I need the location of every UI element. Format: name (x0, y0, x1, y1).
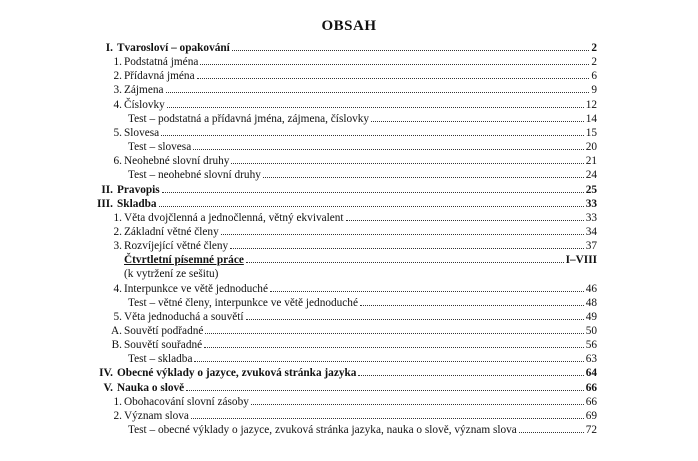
toc-page-number: 64 (585, 367, 597, 380)
dot-leader (360, 305, 584, 306)
toc-row (0, 112, 698, 126)
toc-label: Význam slova (124, 409, 189, 422)
toc-label: Neohebné slovní druhy (124, 155, 230, 168)
toc-label: Test – slovesa (128, 141, 192, 154)
dot-leader (230, 248, 584, 249)
dot-leader (193, 149, 583, 150)
dot-leader (231, 163, 583, 164)
toc-row (0, 239, 698, 253)
toc-number: 1. (113, 395, 122, 408)
toc-page-number: 46 (585, 282, 597, 295)
toc-page-number: 9 (591, 84, 597, 97)
toc-number: 5. (113, 126, 122, 139)
dot-leader (246, 262, 564, 263)
toc-label: Obecné výklady o jazyce, zvuková stránka jazyka (117, 367, 357, 380)
toc-row (0, 168, 698, 182)
toc-row (0, 395, 698, 409)
dot-leader (519, 432, 584, 433)
toc-number: B. (111, 339, 122, 352)
toc-row (0, 253, 698, 267)
toc-number: 6. (113, 155, 122, 168)
dot-leader (194, 361, 583, 362)
dot-leader (346, 220, 584, 221)
toc-page-number: 2 (591, 42, 597, 54)
toc-page-number: 69 (585, 409, 597, 422)
toc-page-number: 12 (585, 98, 597, 111)
toc-row (0, 381, 698, 395)
toc-label: Číslovky (124, 98, 165, 111)
toc-row (0, 324, 698, 338)
toc-number: V. (103, 381, 113, 394)
toc-page-number: 2 (591, 56, 597, 69)
dot-leader (161, 135, 584, 136)
dot-leader (371, 121, 584, 122)
dot-leader (263, 177, 584, 178)
toc-page-number: 15 (585, 126, 597, 139)
toc-label: Test – neohebné slovní druhy (128, 169, 261, 182)
dot-leader (166, 92, 590, 93)
toc-row (0, 225, 698, 239)
toc-row (0, 197, 698, 211)
toc-row (0, 296, 698, 310)
toc-page-number: 49 (585, 310, 597, 323)
toc-number: 4. (113, 282, 122, 295)
toc-row (0, 310, 698, 324)
toc-label: Tvarosloví – opakování (117, 42, 230, 54)
toc-row (0, 183, 698, 197)
toc-row (0, 83, 698, 97)
toc-label: (k vytržení ze sešitu) (124, 268, 219, 281)
toc-label: Čtvrtletní písemné práce (124, 254, 244, 267)
toc-label: Interpunkce ve větě jednoduché (124, 282, 268, 295)
toc-label: Skladba (117, 197, 157, 210)
toc-row (0, 98, 698, 112)
toc-number: 5. (113, 310, 122, 323)
toc-row (0, 352, 698, 366)
toc-row (0, 338, 698, 352)
toc-page-number: 66 (585, 381, 597, 394)
dot-leader (159, 206, 584, 207)
toc-page-number: I–VIII (565, 254, 597, 267)
toc-row (0, 140, 698, 154)
toc-number: IV. (99, 367, 113, 380)
toc-label: Pravopis (117, 183, 160, 196)
dot-leader (162, 192, 584, 193)
toc-number: 2. (113, 70, 122, 83)
toc-page-number: 24 (585, 169, 597, 182)
toc-number: 3. (113, 84, 122, 97)
toc-label: Souvětí podřadné (124, 325, 204, 337)
dot-leader (204, 347, 584, 348)
toc-page-number: 6 (591, 70, 597, 83)
toc-page-number: 20 (585, 141, 597, 154)
toc-page-number: 14 (585, 112, 597, 125)
toc-page-number: 34 (585, 225, 597, 238)
toc-number: 2. (113, 225, 122, 238)
dot-leader (246, 319, 584, 320)
toc-page-number: 50 (585, 325, 597, 337)
toc-page-number: 48 (585, 296, 597, 309)
toc-row (0, 126, 698, 140)
toc-row (0, 154, 698, 168)
dot-leader (358, 375, 583, 376)
dot-leader (197, 78, 590, 79)
page-title: OBSAH (321, 18, 377, 34)
dot-leader (270, 291, 584, 292)
toc-number: 1. (113, 211, 122, 224)
toc-number: II. (101, 183, 113, 196)
toc-label: Test – obecné výklady o jazyce, zvuková stránka jazyka, nauka o slově, význam slova (128, 424, 517, 437)
toc-page-number: 33 (585, 197, 597, 210)
toc-label: Nauka o slově (117, 381, 185, 394)
toc-row (0, 423, 698, 437)
toc-label: Test – podstatná a přídavná jména, zájmena, číslovky (128, 112, 370, 125)
toc-label: Souvětí souřadné (124, 339, 203, 352)
toc-label: Přídavná jména (124, 70, 195, 83)
toc-label: Základní větné členy (124, 225, 219, 238)
toc-number: I. (105, 42, 113, 54)
toc-number: 3. (113, 240, 122, 253)
toc-number: 1. (113, 56, 122, 69)
dot-leader (186, 390, 584, 391)
toc-row (0, 55, 698, 69)
toc-row (0, 69, 698, 83)
toc-label: Rozvíjející větné členy (124, 240, 229, 253)
toc-label: Test – skladba (128, 353, 193, 366)
toc-page-number: 37 (585, 240, 597, 253)
toc-label: Podstatná jména (124, 56, 199, 69)
dot-leader (232, 50, 590, 51)
dot-leader (191, 418, 584, 419)
toc-row (0, 41, 698, 55)
toc-page-number: 63 (585, 353, 597, 366)
dot-leader (167, 107, 584, 108)
toc-page-number: 56 (585, 339, 597, 352)
toc-row (0, 282, 698, 296)
toc-page-number: 25 (585, 183, 597, 196)
dot-leader (251, 404, 584, 405)
toc-page-number: 21 (585, 155, 597, 168)
toc-row (0, 267, 698, 281)
toc-number: III. (96, 197, 113, 210)
toc-page-number: 72 (585, 424, 597, 437)
toc-number: 2. (113, 409, 122, 422)
dot-leader (205, 333, 583, 334)
toc-page-number: 33 (585, 211, 597, 224)
toc-label: Test – větné členy, interpunkce ve větě jednoduché (128, 296, 358, 309)
toc-row (0, 366, 698, 380)
dot-leader (221, 234, 584, 235)
toc-number: A. (111, 325, 122, 337)
toc-label: Slovesa (124, 126, 160, 139)
toc-row (0, 211, 698, 225)
dot-leader (200, 64, 589, 65)
toc-label: Věta dvojčlenná a jednočlenná, větný ekvivalent (124, 211, 344, 224)
toc-label: Obohacování slovní zásoby (124, 395, 249, 408)
toc-row (0, 409, 698, 423)
toc-number: 4. (113, 98, 122, 111)
toc-label: Zájmena (124, 84, 164, 97)
toc-page-number: 66 (585, 395, 597, 408)
toc-label: Věta jednoduchá a souvětí (124, 310, 244, 323)
